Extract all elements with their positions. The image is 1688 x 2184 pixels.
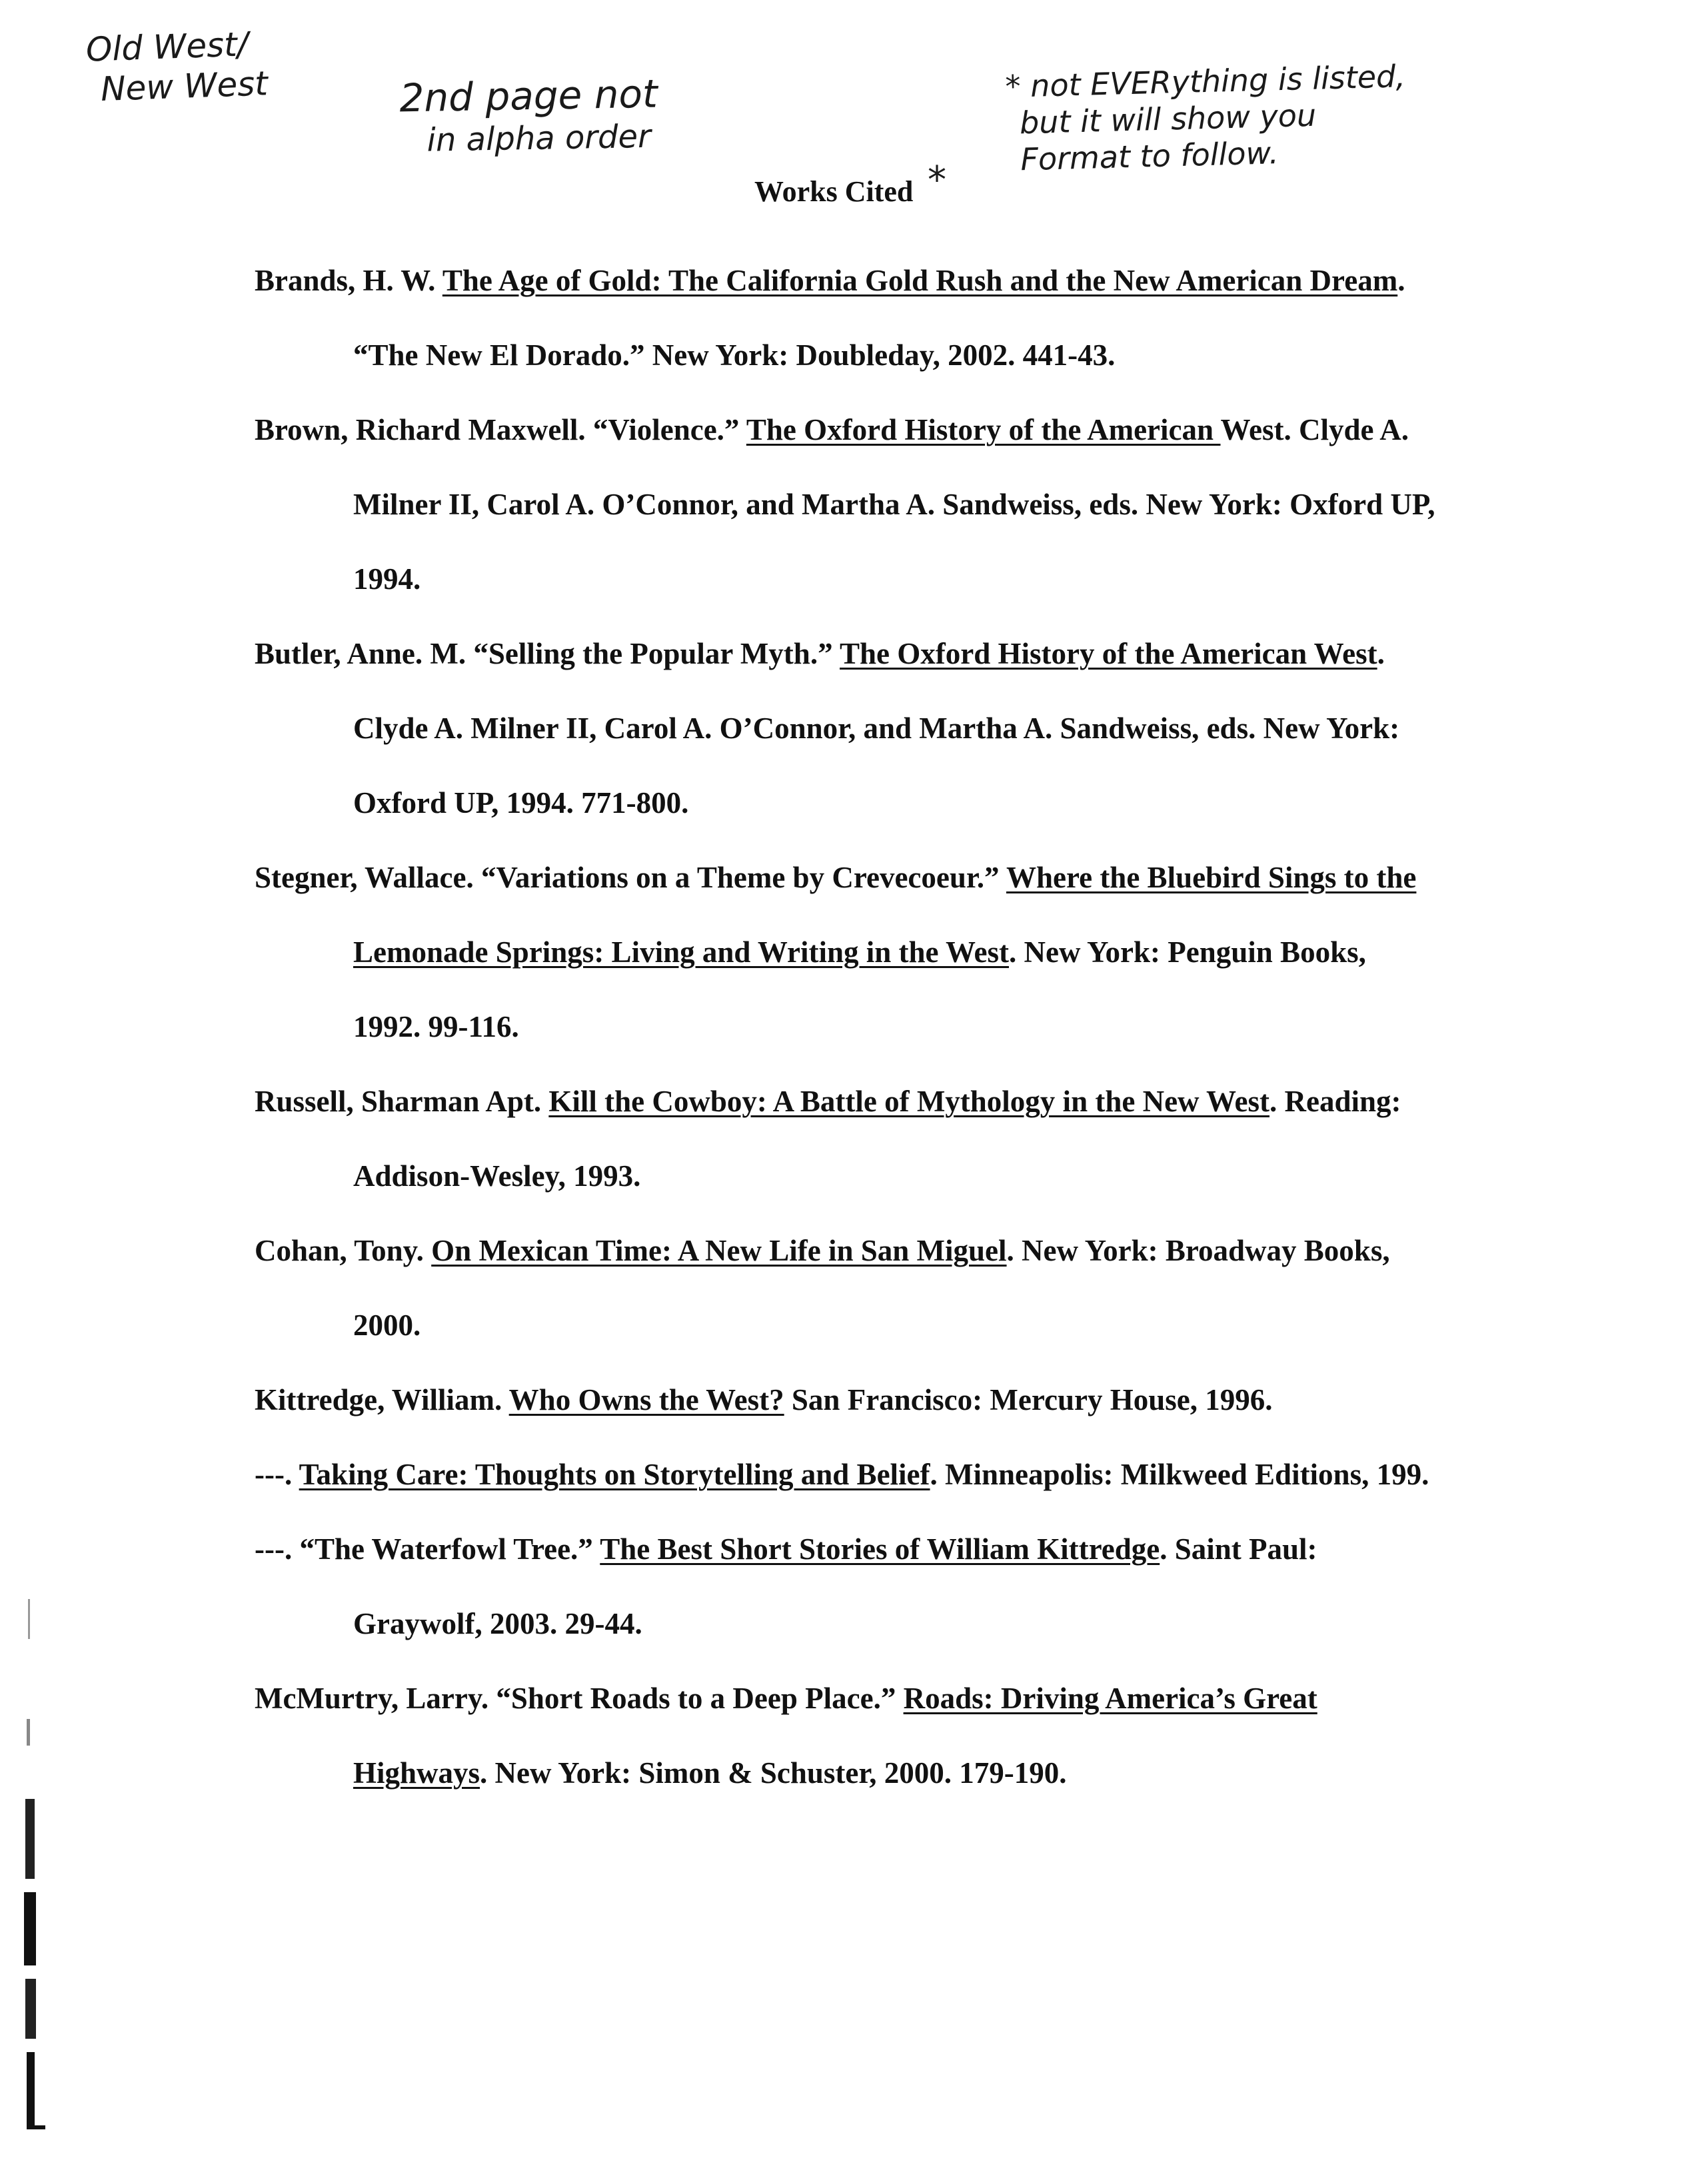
citation-title: On Mexican Time: A New Life in San Miguel: [431, 1234, 1007, 1267]
citation-author: Butler, Anne. M. “Selling the Popular Myth.”: [255, 637, 840, 670]
citation-author: McMurtry, Larry. “Short Roads to a Deep Place.”: [255, 1682, 904, 1715]
citation-author: Russell, Sharman Apt.: [255, 1085, 549, 1118]
citation-author: Kittredge, William.: [255, 1383, 509, 1416]
citation-details: . Clyde A. Milner II, Carol A. O’Connor, and Martha A. Sandweiss, eds. New York: Oxford UP, 1994. 771-800.: [353, 637, 1400, 819]
citation-entry: [255, 1437, 1441, 1512]
note-line: New West: [100, 64, 269, 109]
note-line: Format to follow.: [1020, 135, 1279, 178]
citation-title: The Oxford History of the American West: [840, 637, 1377, 670]
citation-list: [255, 243, 1441, 1810]
citation-author: Brands, H. W.: [255, 264, 442, 297]
citation-entry: [255, 1064, 1441, 1213]
citation-details: . Saint Paul: Graywolf, 2003. 29-44.: [353, 1532, 1317, 1640]
citation-details: San Francisco: Mercury House, 1996.: [784, 1383, 1273, 1416]
citation-title: The Oxford History of the American: [746, 413, 1221, 446]
page-title: Works Cited: [754, 175, 914, 208]
citation-details: . Reading: Addison-Wesley, 1993.: [353, 1085, 1401, 1193]
citation-entry: [255, 1661, 1441, 1810]
handwritten-note-topic: [85, 23, 269, 109]
citation-entry: [255, 1213, 1441, 1363]
handwritten-note-format: [1005, 58, 1407, 179]
citation-details: West. Clyde A. Milner II, Carol A. O’Connor, and Martha A. Sandweiss, eds. New York: Oxford UP, 1994.: [353, 413, 1435, 596]
citation-title: Taking Care: Thoughts on Storytelling and Belief: [299, 1458, 930, 1491]
citation-title: Who Owns the West?: [508, 1383, 784, 1416]
citation-details: . New York: Broadway Books, 2000.: [353, 1234, 1390, 1342]
scan-edge-marks: [19, 1599, 45, 2145]
note-line: 2nd page not: [399, 71, 658, 121]
citation-entry: [255, 1363, 1441, 1437]
citation-entry: [255, 243, 1441, 392]
citation-entry: [255, 1512, 1441, 1661]
note-line: in alpha order: [426, 117, 652, 159]
citation-title: Roads: Driving America’s Great Highways: [353, 1682, 1317, 1790]
citation-details: . “The New El Dorado.” New York: Doubleday, 2002. 441-43.: [353, 264, 1405, 372]
citation-details: . New York: Penguin Books, 1992. 99-116.: [353, 935, 1366, 1043]
citation-details: . Minneapolis: Milkweed Editions, 199.: [930, 1458, 1429, 1491]
citation-author: ---. “The Waterfowl Tree.”: [255, 1532, 600, 1566]
note-line: * not EVERything is listed,: [1004, 58, 1406, 105]
citation-entry: [255, 392, 1441, 616]
citation-entry: [255, 616, 1441, 840]
note-line: but it will show you: [1019, 97, 1317, 141]
citation-author: Stegner, Wallace. “Variations on a Theme by Crevecoeur.”: [255, 861, 1006, 894]
citation-title: Where the Bluebird Sings to the Lemonade Springs: Living and Writing in the West: [353, 861, 1417, 969]
citation-author: Cohan, Tony.: [255, 1234, 432, 1267]
citation-author: ---.: [255, 1458, 299, 1491]
citation-author: Brown, Richard Maxwell. “Violence.”: [255, 413, 746, 446]
handwritten-note-order: [399, 71, 658, 161]
note-line: Old West/: [85, 25, 249, 69]
asterisk-mark: *: [928, 159, 946, 202]
citation-title: The Age of Gold: The California Gold Rush and the New American Dream: [442, 264, 1398, 297]
citation-entry: [255, 840, 1441, 1064]
citation-details: . New York: Simon & Schuster, 2000. 179-190.: [480, 1756, 1067, 1790]
citation-title: The Best Short Stories of William Kittredge: [600, 1532, 1160, 1566]
citation-title: Kill the Cowboy: A Battle of Mythology in the New West: [548, 1085, 1269, 1118]
